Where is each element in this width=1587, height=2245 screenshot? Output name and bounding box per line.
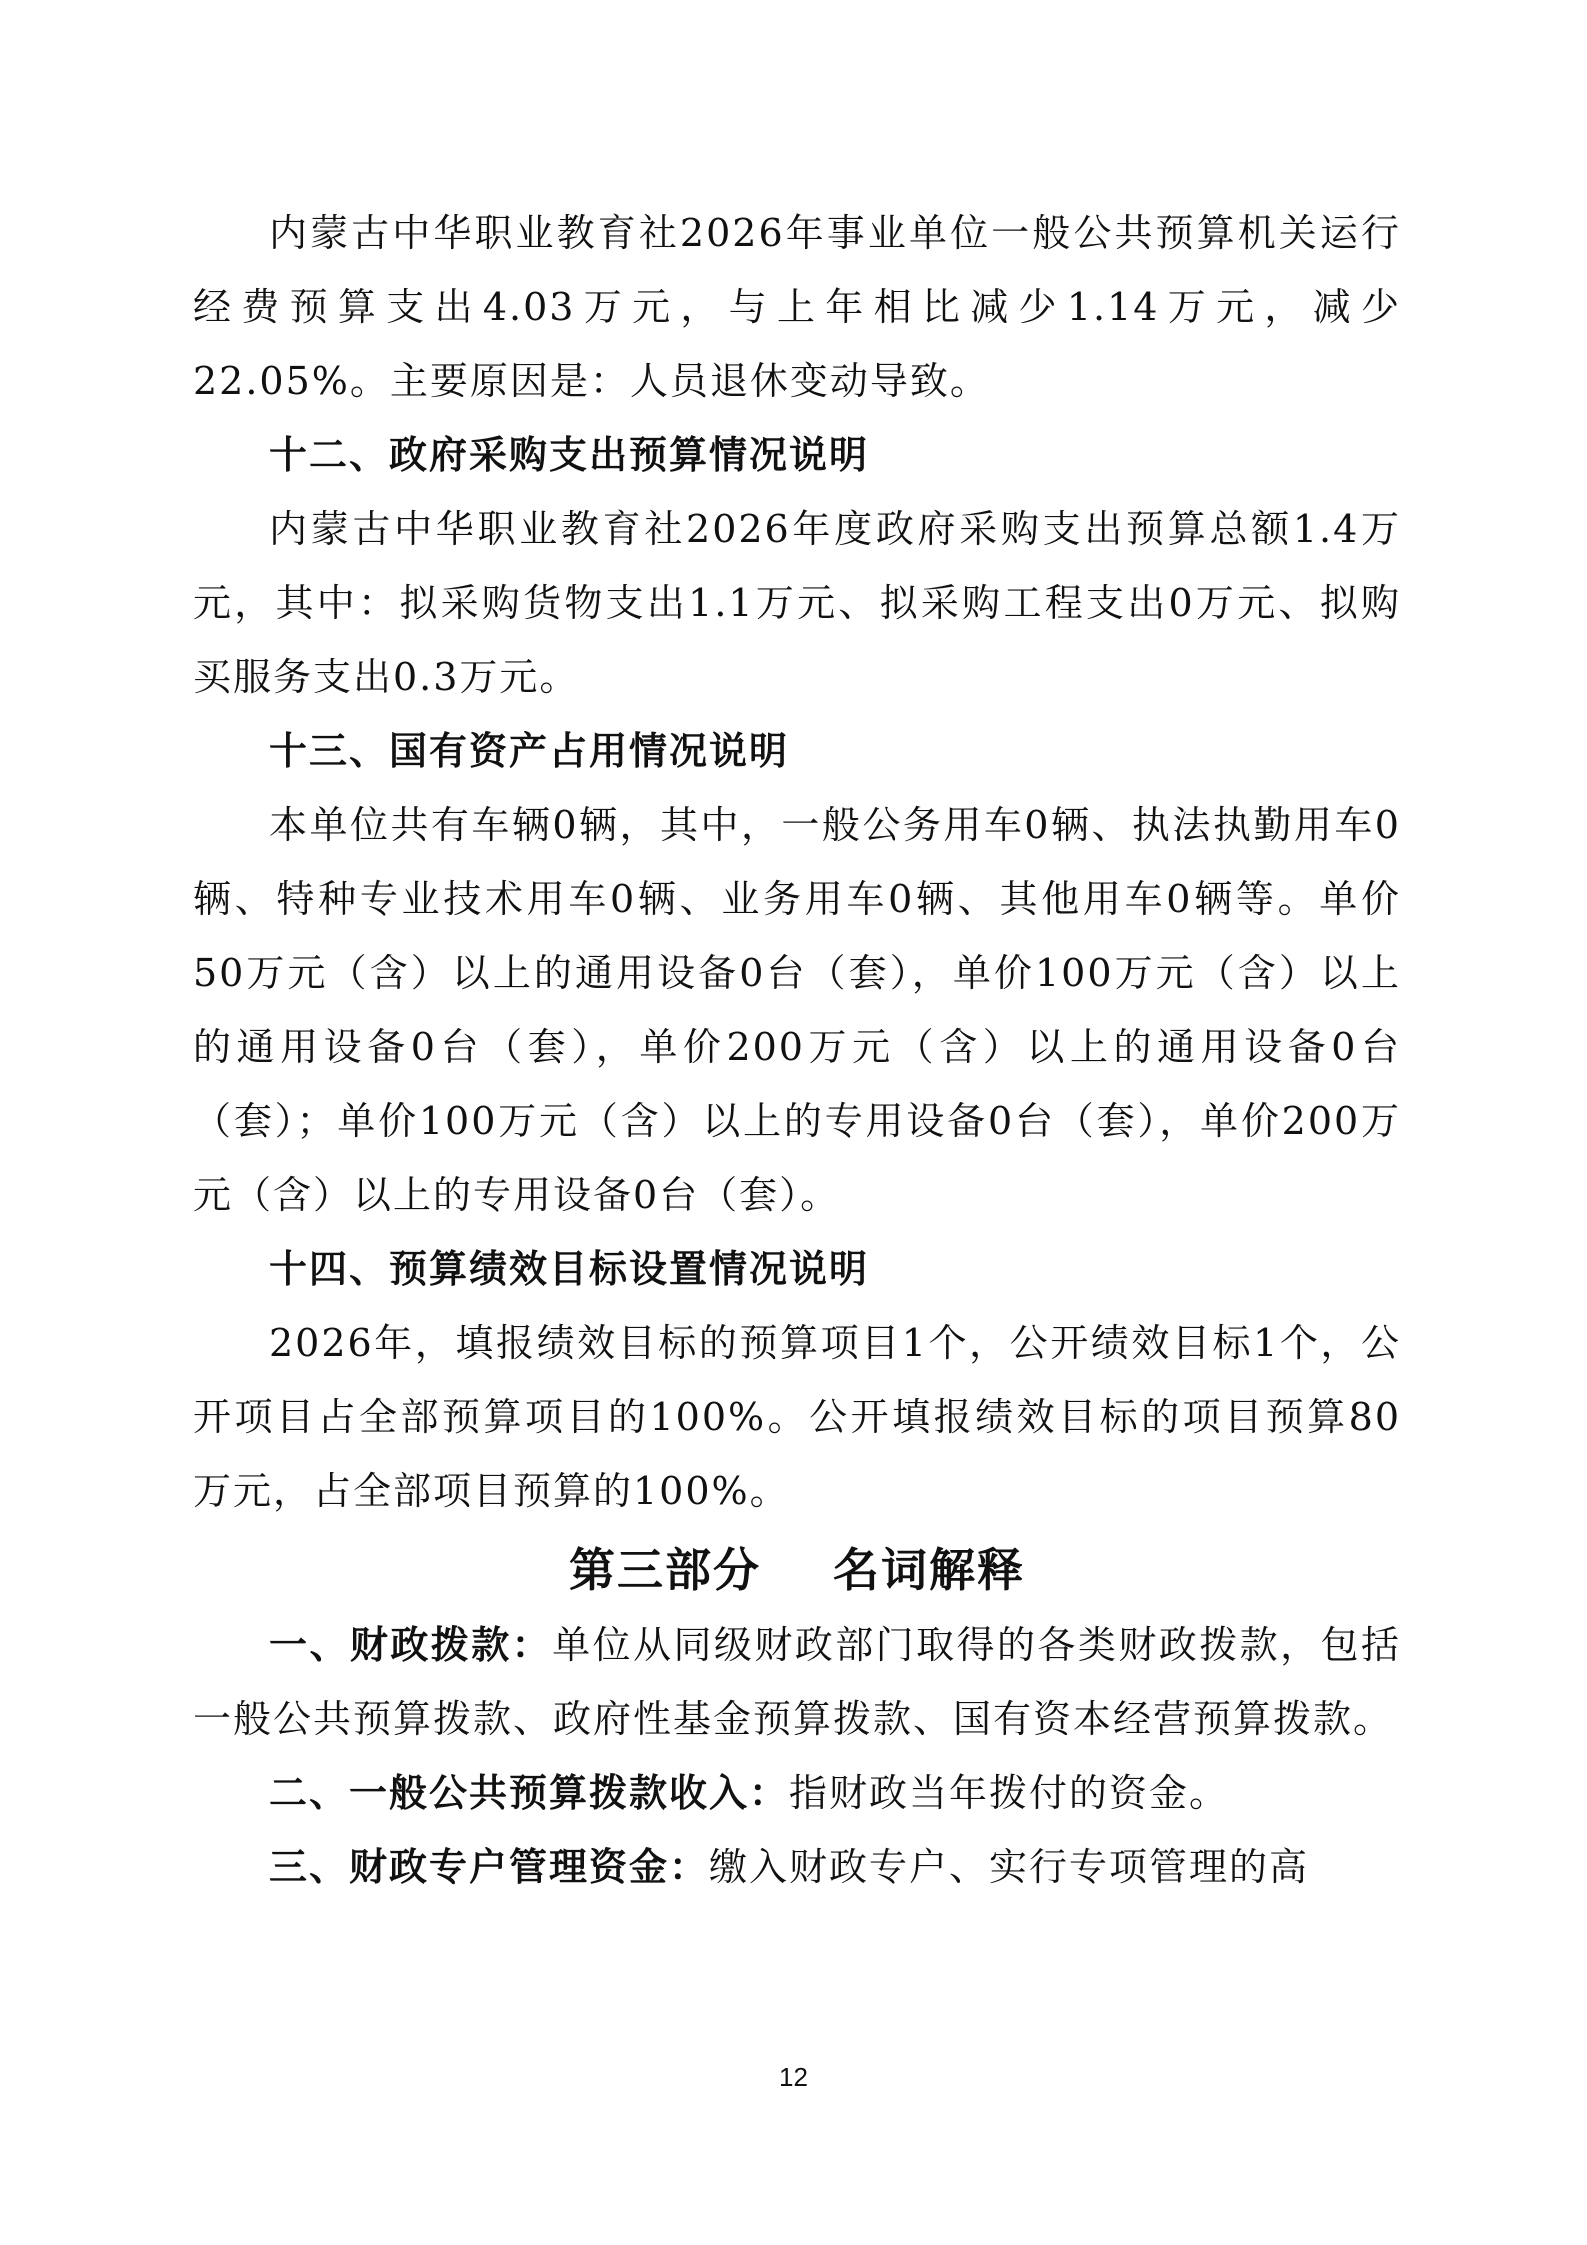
term-label-1: 一、财政拨款： xyxy=(269,1623,553,1667)
term-definition-3 xyxy=(193,1830,1401,1904)
performance-paragraph: 2026年，填报绩效目标的预算项目1个，公开绩效目标1个，公开项目占全部预算项目的100%。公开填报绩效目标的项目预算80万元，占全部项目预算的100%。 xyxy=(193,1321,1401,1513)
section-12-heading: 十二、政府采购支出预算情况说明 xyxy=(269,433,870,477)
term-definition-2 xyxy=(193,1756,1401,1830)
part-three-title: 第三部分 名词解释 xyxy=(568,1543,1026,1597)
term-label-3: 三、财政专户管理资金： xyxy=(269,1845,710,1889)
assets-paragraph: 本单位共有车辆0辆，其中，一般公务用车0辆、执法执勤用车0辆、特种专业技术用车0辆、业务用车0辆、其他用车0辆等。单价50万元（含）以上的通用设备0台（套），单价100万元（含）以上的通用设备0台（套），单价200万元（含）以上的通用设备0台（套）；单价100万元（含）以上的专用设备0台（套），单价200万元（含）以上的专用设备0台（套）。 xyxy=(193,803,1401,1217)
page-number: 12 xyxy=(779,2062,808,2092)
section-13-heading: 十三、国有资产占用情况说明 xyxy=(269,729,790,773)
term-label-2: 二、一般公共预算拨款收入： xyxy=(269,1771,790,1815)
admin-expense-paragraph: 内蒙古中华职业教育社2026年事业单位一般公共预算机关运行经费预算支出4.03万元，与上年相比减少1.14万元，减少22.05%。主要原因是：人员退休变动导致。 xyxy=(193,211,1401,403)
term-definition-1 xyxy=(193,1608,1401,1756)
document-page xyxy=(193,196,1401,1904)
term-text-1: 单位从同级财政部门取得的各类财政拨款，包括一般公共预算拨款、政府性基金预算拨款、国有资本经营预算拨款。 xyxy=(193,1623,1401,1741)
term-text-3: 缴入财政专户、实行专项管理的高 xyxy=(709,1845,1310,1889)
procurement-paragraph: 内蒙古中华职业教育社2026年度政府采购支出预算总额1.4万元，其中：拟采购货物支出1.1万元、拟采购工程支出0万元、拟购买服务支出0.3万元。 xyxy=(193,507,1401,699)
term-text-2: 指财政当年拨付的资金。 xyxy=(789,1771,1230,1815)
section-14-heading: 十四、预算绩效目标设置情况说明 xyxy=(269,1247,870,1291)
